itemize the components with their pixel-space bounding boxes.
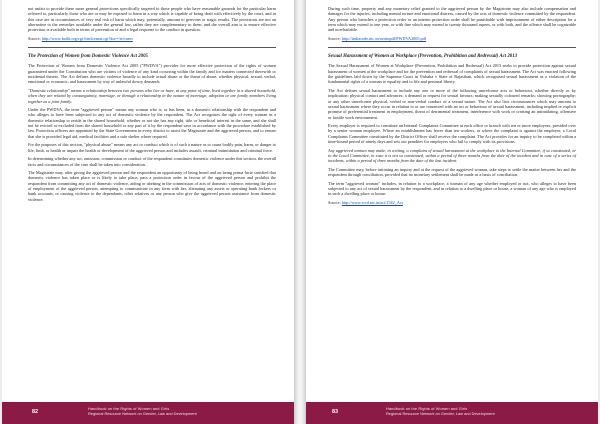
body-paragraph: The Committee may, before initiating an inquiry and at the request of the aggrieved woman, take steps to settle the matter between her and the respondent through conciliation, provided that no monetary settlement shall be made as a basis of conciliation.	[328, 166, 576, 178]
footer-text	[386, 407, 570, 417]
right-page-footer	[306, 402, 598, 424]
body-paragraph: Under the PWDVA, the term "aggrieved person" means any woman who is, or has been, in a domestic relationship with the respondent and who alleges to have been subjected to any act of domestic violence by the respondent. The Act recognises the right of every woman in a domestic relationship to reside in the shared household, whether or not she has any right, title or beneficial interest in the same, and she shall not be evicted or excluded from the shared household or any part of it by the respondent save in accordance with the procedure established by law. Protection officers are appointed by the State Government in every district to assist the Magistrate and the aggrieved person, and to ensure that she is provided legal aid, medical facilities and a safe shelter where required.	[28, 107, 276, 139]
body-paragraph: The Magistrate may, after giving the aggrieved person and the respondent an opportunity of being heard and on being prima facie satisfied that domestic violence has taken place or is likely to take place, pass a protection order in favour of the aggrieved person and prohibit the respondent from committing any act of domestic violence, aiding or abetting in the commission of acts of domestic violence, entering the place of employment of the aggrieved person, attempting to communicate in any form with her, alienating any assets or operating bank lockers or bank accounts, or causing violence to the dependants, other relatives or any person who give the aggrieved person assistance from domestic violence.	[28, 170, 276, 202]
body-paragraph: The term "aggrieved woman" includes, in relation to a workplace, a woman of any age whether employed or not, who alleges to have been subjected to any act of sexual harassment by the respondent, and in relation to a dwelling place or house, a woman of any age who is employed in such a dwelling place or house.	[328, 180, 576, 197]
footer-text	[88, 407, 266, 417]
left-page-body	[28, 6, 276, 205]
source-label: Source:	[328, 199, 341, 205]
book-gutter	[294, 0, 306, 424]
right-page	[306, 0, 598, 424]
body-paragraph: For the purposes of this section, "physical abuse" means any act or conduct which is of such a nature as to cause bodily pain, harm, or danger to life, limb, or health or impair the health or development of the aggrieved person and includes assault, criminal intimidation and criminal force.	[28, 142, 276, 153]
footer-line-1: Handbook on the Rights of Women and Girls	[386, 406, 468, 411]
section-heading: Sexual Harassment of Women at Workplace (Prevention, Prohibition and Redressal) Act 2013	[328, 54, 518, 60]
italic-paragraph: Any aggrieved woman may make, in writing, a complaint of sexual harassment at the workplace to the Internal Committee, if so constituted, or to the Local Committee, in case it is not so constituted, within a period of three months from the date of the incident and in case of a series of incidents, within a period of three months from the date of the last incident.	[328, 147, 576, 164]
body-paragraph: The Act defines sexual harassment to include any one or more of the following unwelcome acts or behaviour, whether directly or by implication: physical contact and advances; a demand or request for sexual favours; making sexually coloured remarks; showing pornography; or any other unwelcome physical, verbal or non-verbal conduct of a sexual nature. The Act also lists circumstances which may amount to sexual harassment where they occur in relation to or are connected with an act or behaviour of sexual harassment, including implied or explicit promise of preferential treatment in employment, threat of detrimental treatment, interference with work or creating an intimidating, offensive or hostile work environment.	[328, 87, 576, 120]
body-paragraph: During such time, property and any monetary relief granted to the aggrieved person by the Magistrate may also include compensation and damages for the injuries, including mental torture and emotional distress, caused by the acts of domestic violence committed by the respondent. Any person who breaches a protection order or an interim protection order shall be punishable with imprisonment of either description for a term which may extend to one year, or with fine which may extend to twenty thousand rupees, or with both, and the offence shall be cognizable and non-bailable.	[328, 6, 576, 33]
left-page	[2, 0, 294, 424]
source-label: Source:	[328, 35, 341, 41]
source-link[interactable]: http://www.wcd.nic.in/act/1542_Act	[341, 199, 403, 205]
italic-paragraph: "Domestic relationship" means a relationship between two persons who live or have, at any point of time, lived together in a shared household, when they are related by consanguinity, marriage, or through a relationship in the nature of marriage, adoption or are family members living together as a joint family.	[28, 87, 276, 104]
page-number: 82	[32, 409, 38, 415]
source-citation	[28, 36, 276, 41]
source-link[interactable]: http://www.bailii.org/cgi-bin/format.cgi?doc=/ie/cases	[41, 35, 133, 41]
body-paragraph: The Sexual Harassment of Women at Workplace (Prevention, Prohibition and Redressal) Act 2013 seeks to provide protection against sexual harassment of women at the workplace and for the prevention and redressal of complaints of sexual harassment. The Act was enacted following the guidelines laid down by the Supreme Court in Vishaka v State of Rajasthan, which recognised sexual harassment as a violation of the fundamental rights of a woman to equality and to life and personal liberty.	[328, 63, 576, 85]
footer-line-2: Regional Resource Network on Gender, Law and Development	[88, 410, 197, 416]
right-page-body	[328, 6, 576, 211]
page-number: 83	[332, 409, 338, 415]
section-heading: The Protection of Women from Domestic Violence Act 2005	[28, 54, 148, 60]
source-citation	[328, 200, 576, 205]
source-citation	[328, 36, 576, 41]
section-divider	[28, 47, 276, 48]
left-page-footer	[2, 402, 294, 424]
body-paragraph: Every employer is required to constitute an Internal Complaints Committee at each office or branch with ten or more employees, presided over by a senior woman employee. Where an establishment has fewer than ten workers, or where the complaint is against the employer, a Local Complaints Committee constituted by the District Officer shall receive the complaint. The Act provides for an inquiry to be completed within a time-bound period of ninety days and sets out penalties for employers who fail to comply with its provisions.	[328, 123, 576, 145]
body-paragraph: not unfair to provide these more general protections specifically targeted to those people who have reasonable grounds for the particular harm referred to, particularly those who are or may be exposed to harm in a way which is capable of being dealt with effectively by the court, and in this case are in circumstances of very real risk of harm which may, potentially, amount to grievous or tragic results. The provisions are not an alternative to the remedies available under the general law, rather they are complementary to them, and the overall aim is to ensure effective protection is available both in terms of prevention of and a legal response to the conduct in question.	[28, 6, 276, 33]
source-label: Source:	[28, 35, 41, 41]
body-paragraph: The Protection of Women from Domestic Violence Act 2005 ("PWDVA") provides for more effective protection of the rights of women guaranteed under the Constitution who are victims of violence of any kind occurring within the family and for matters connected therewith or incidental thereto. The Act defines domestic violence broadly to include actual abuse or the threat of abuse, whether physical, sexual, verbal, emotional or economic, and harassment by way of unlawful dowry demands.	[28, 63, 276, 85]
source-link[interactable]: http://indiacode.nic.in/actsinpdf/PWDVA2005.pdf	[341, 35, 427, 41]
body-paragraph: In determining whether any act, omission, commission or conduct of the respondent constitutes domestic violence under this section, the overall facts and circumstances of the case shall be taken into consideration.	[28, 156, 276, 167]
footer-line-1: Handbook on the Rights of Women and Girls	[88, 406, 170, 411]
footer-line-2: Regional Resource Network on Gender, Law and Development	[386, 410, 495, 416]
section-divider	[328, 47, 576, 48]
